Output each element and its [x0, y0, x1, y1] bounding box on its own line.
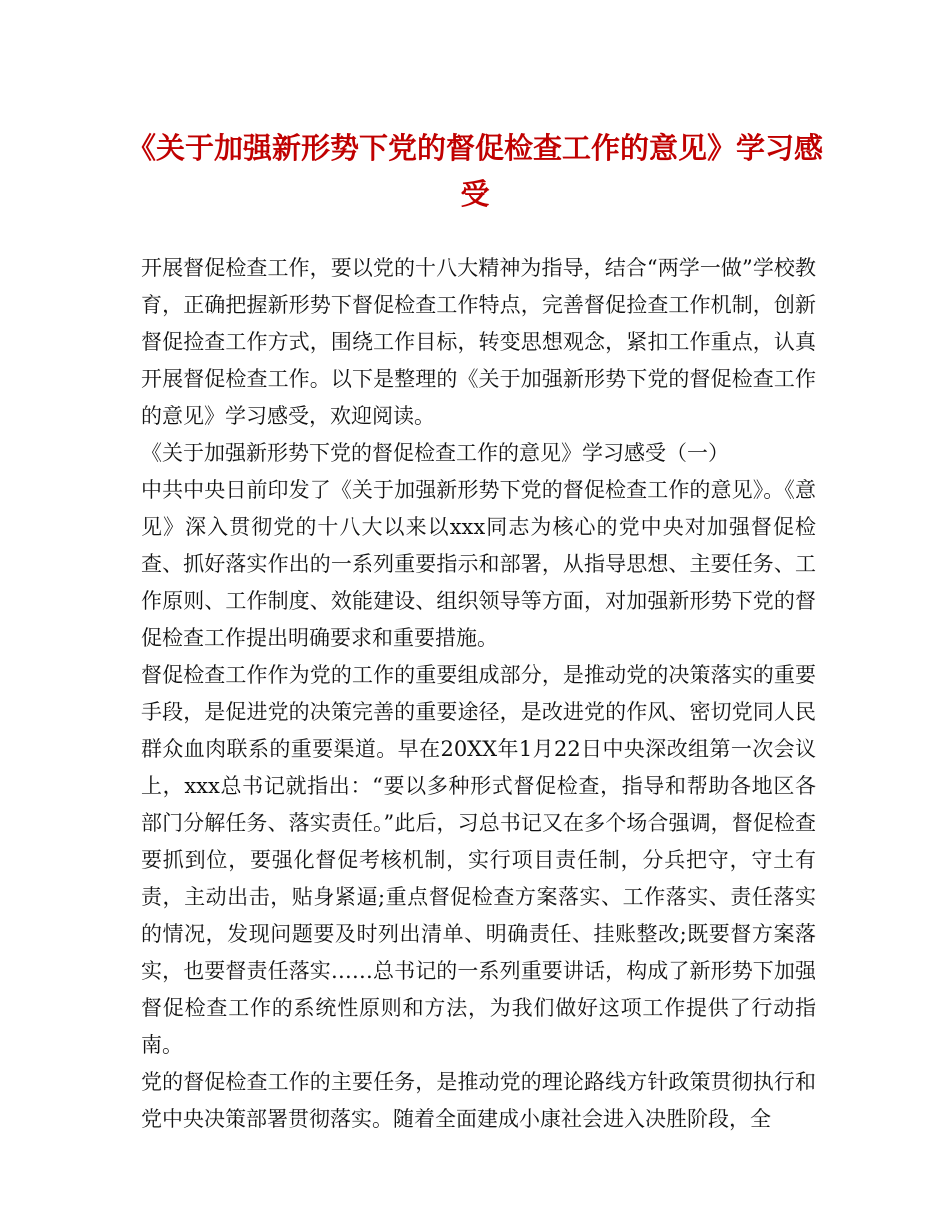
body-paragraph: 督促检查工作作为党的工作的重要组成部分，是推动党的决策落实的重要手段，是促进党的决策完善的重要途径，是改进党的作风、密切党同人民群众血肉联系的重要渠道。早在20XX年1月22日中央深改组第一次会议上，xxx总书记就指出：“要以多种形式督促检查，指导和帮助各地区各部门分解任务、落实责任。”此后，习总书记又在多个场合强调，督促检查要抓到位，要强化督促考核机制，实行项目责任制，分兵把守，守土有责，主动出击，贴身紧逼;重点督促检查方案落实、工作落实、责任落实的情况，发现问题要及时列出清单、明确责任、挂账整改;既要督方案落实，也要督责任落实……总书记的一系列重要讲话，构成了新形势下加强督促检查工作的系统性原则和方法，为我们做好这项工作提供了行动指南。	[141, 663, 816, 1057]
body-paragraph: 中共中央日前印发了《关于加强新形势下党的督促检查工作的意见》。《意见》深入贯彻党的十八大以来以xxx同志为核心的党中央对加强督促检查、抓好落实作出的一系列重要指示和部署，从指导思想、主要任务、工作原则、工作制度、效能建设、组织领导等方面，对加强新形势下党的督促检查工作提出明确要求和重要措施。	[141, 478, 816, 650]
document-title: 《关于加强新形势下党的督促检查工作的意见》学习感受	[126, 131, 823, 211]
document-body	[141, 250, 816, 1138]
section-heading: 《关于加强新形势下党的督促检查工作的意见》学习感受（一）	[141, 441, 729, 465]
body-paragraph: 党的督促检查工作的主要任务，是推动党的理论路线方针政策贯彻执行和党中央决策部署贯彻落实。随着全面建成小康社会进入决胜阶段，全	[141, 1070, 816, 1131]
intro-paragraph: 开展督促检查工作，要以党的十八大精神为指导，结合“两学一做”学校教育，正确把握新形势下督促检查工作特点，完善督促捡查工作机制，创新督促捡查工作方式，围绕工作目标，转变思想观念，紧扣工作重点，认真开展督促检查工作。以下是整理的《关于加强新形势下党的督促检查工作的意见》学习感受，欢迎阅读。	[141, 256, 816, 428]
